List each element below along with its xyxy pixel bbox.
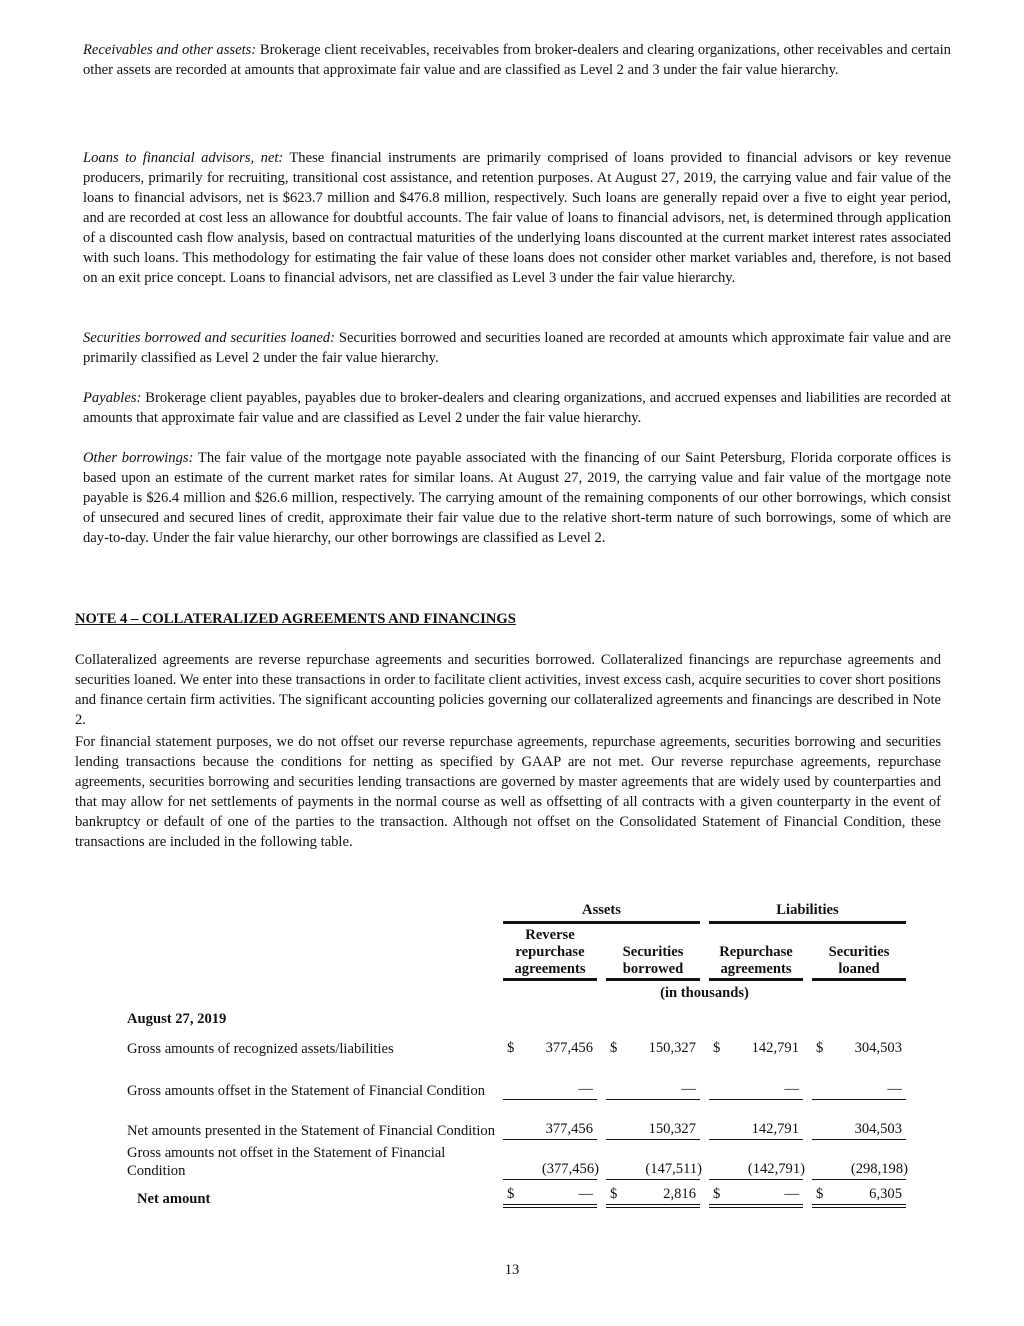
cell-value: — [887,1081,902,1097]
para-text: The fair value of the mortgage note payable associated with the financing of our Saint Petersburg, Florida corporate offices is based upon an estimate of the current market rates for similar loans. At August 27, 2019, the carrying value and fair value of the mortgage note payable is $26.4 million and $26.6 million, respectively. The carrying amount of the remaining components of our other borrowings, which consist of unsecured and secured lines of credit, approximate their fair value due to the relative short-term nature of such borrowings, some of which are day-to-day. Under the fair value hierarchy, our other borrowings are classified as Level 2. [83,450,952,546]
cell-value: 377,456 [545,1121,593,1137]
currency-symbol: $ [816,1040,824,1056]
para-lead: Other borrowings: [83,450,194,466]
currency-symbol: $ [713,1040,721,1056]
column-header: Securities borrowed [606,924,700,981]
para-lead: Receivables and other assets: [83,42,257,58]
currency-symbol: $ [610,1186,618,1202]
para-lead: Loans to financial advisors, net: [83,150,284,166]
note-heading: NOTE 4 – COLLATERALIZED AGREEMENTS AND FINANCINGS [75,611,516,627]
table-row [120,1028,906,1058]
cell-value: — [578,1081,593,1097]
cell-value: — [784,1081,799,1097]
cell-value: 2,816 [663,1186,696,1202]
cell-value: 150,327 [648,1040,696,1056]
collateral-table [120,902,906,1208]
table-row [120,1058,906,1100]
para-lead: Payables: [83,390,142,406]
para-text: These financial instruments are primarily comprised of loans provided to financial advisors or key revenue producers, primarily for recruiting, transitional cost assistance, and retention purposes. At August 27, 2019, the carrying value and fair value of the loans to financial advisors, net is $623.7 million and $476.8 million, respectively. Such loans are generally repaid over a five to eight year period, and are recorded at cost less an allowance for doubtful accounts. The fair value of loans to financial advisors, net, is determined through application of a discounted cash flow analysis, based on contractual maturities of the underlying loans discounted at the current market interest rates associated with such loans. This methodology for estimating the fair value of these loans does not consider other market variables and, therefore, is not based on an exit price concept. Loans to financial advisors, net are classified as Level 3 under the fair value hierarchy. [83,150,951,286]
cell-value: (147,511) [645,1161,702,1177]
cell-value: (142,791) [747,1161,805,1177]
row-label: Net amounts presented in the Statement of Financial Condition [127,1123,496,1139]
group-header-liabilities: Liabilities [709,902,906,924]
cell-value: 377,456 [545,1040,593,1056]
currency-symbol: $ [507,1040,515,1056]
paragraph-other-borrowings [83,448,951,548]
cell-value: (298,198) [850,1161,908,1177]
column-header: Reverse repurchase agreements [503,924,597,981]
cell-value: 6,305 [869,1186,902,1202]
row-label: Gross amounts offset in the Statement of Financial Condition [127,1083,486,1099]
table-row [120,1180,906,1208]
cell-value: — [578,1186,593,1202]
currency-symbol: $ [816,1186,824,1202]
note-paragraph: For financial statement purposes, we do not offset our reverse repurchase agreements, repurchase agreements, securities borrowing and securities lending transactions because the conditions for netting as specified by GAAP are not met. Our reverse repurchase agreements, repurchase agreements, securities borrowing and securities lending transactions are governed by master agreements that are widely used by counterparties and that may allow for net settlements of payments in the normal course as well as offsetting of all contracts with a given counterparty in the event of bankruptcy or default of one of the parties to the transaction. Although not offset on the Consolidated Statement of Financial Condition, these transactions are included in the following table. [75,734,941,850]
para-lead: Securities borrowed and securities loaned: [83,330,335,346]
cell-value: 142,791 [751,1040,799,1056]
units-label: (in thousands) [660,985,749,1001]
cell-value: (377,456) [541,1161,599,1177]
table-row [120,1100,906,1140]
paragraph-securities [83,328,951,368]
cell-value: — [681,1081,696,1097]
para-text: Securities borrowed and securities loaned are recorded at amounts which approximate fair value and are primarily classified as Level 2 under the fair value hierarchy. [83,330,951,366]
para-text: Brokerage client payables, payables due to broker-dealers and clearing organizations, and accrued expenses and liabilities are recorded at amounts that approximate fair value and are classified as Level 2 under the fair value hierarchy. [83,390,951,426]
cell-value: 142,791 [751,1121,799,1137]
currency-symbol: $ [610,1040,618,1056]
row-label: Gross amounts of recognized assets/liabilities [127,1041,394,1057]
paragraph-payables [83,388,951,428]
note-paragraph: Collateralized agreements are reverse repurchase agreements and securities borrowed. Collateralized financings are repurchase agreements and securities loaned. We enter into these transactions in order to facilitate client activities, invest excess cash, acquire securities to cover short positions and finance certain firm activities. The significant accounting policies governing our collateralized agreements and financings are described in Note 2. [75,652,941,728]
cell-value: 304,503 [854,1040,902,1056]
column-header: Securities loaned [812,924,906,981]
cell-value: 304,503 [854,1121,902,1137]
row-label: Gross amounts not offset in the Statement of Financial Condition [127,1145,446,1179]
page-number: 13 [504,1262,520,1278]
para-text: Brokerage client receivables, receivables from broker-dealers and clearing organizations, other receivables and certain other assets are recorded at amounts that approximate fair value and are classified as Level 2 and 3 under the fair value hierarchy. [83,42,951,78]
paragraph-loans [83,148,951,288]
date-label: August 27, 2019 [127,1011,227,1027]
currency-symbol: $ [713,1186,721,1202]
column-header: Repurchase agreements [709,924,803,981]
row-label: Net amount [137,1191,211,1207]
cell-value: — [784,1186,799,1202]
paragraph-receivables [83,40,951,80]
cell-value: 150,327 [648,1121,696,1137]
currency-symbol: $ [507,1186,515,1202]
table-row [120,1140,906,1180]
group-header-assets: Assets [503,902,700,924]
